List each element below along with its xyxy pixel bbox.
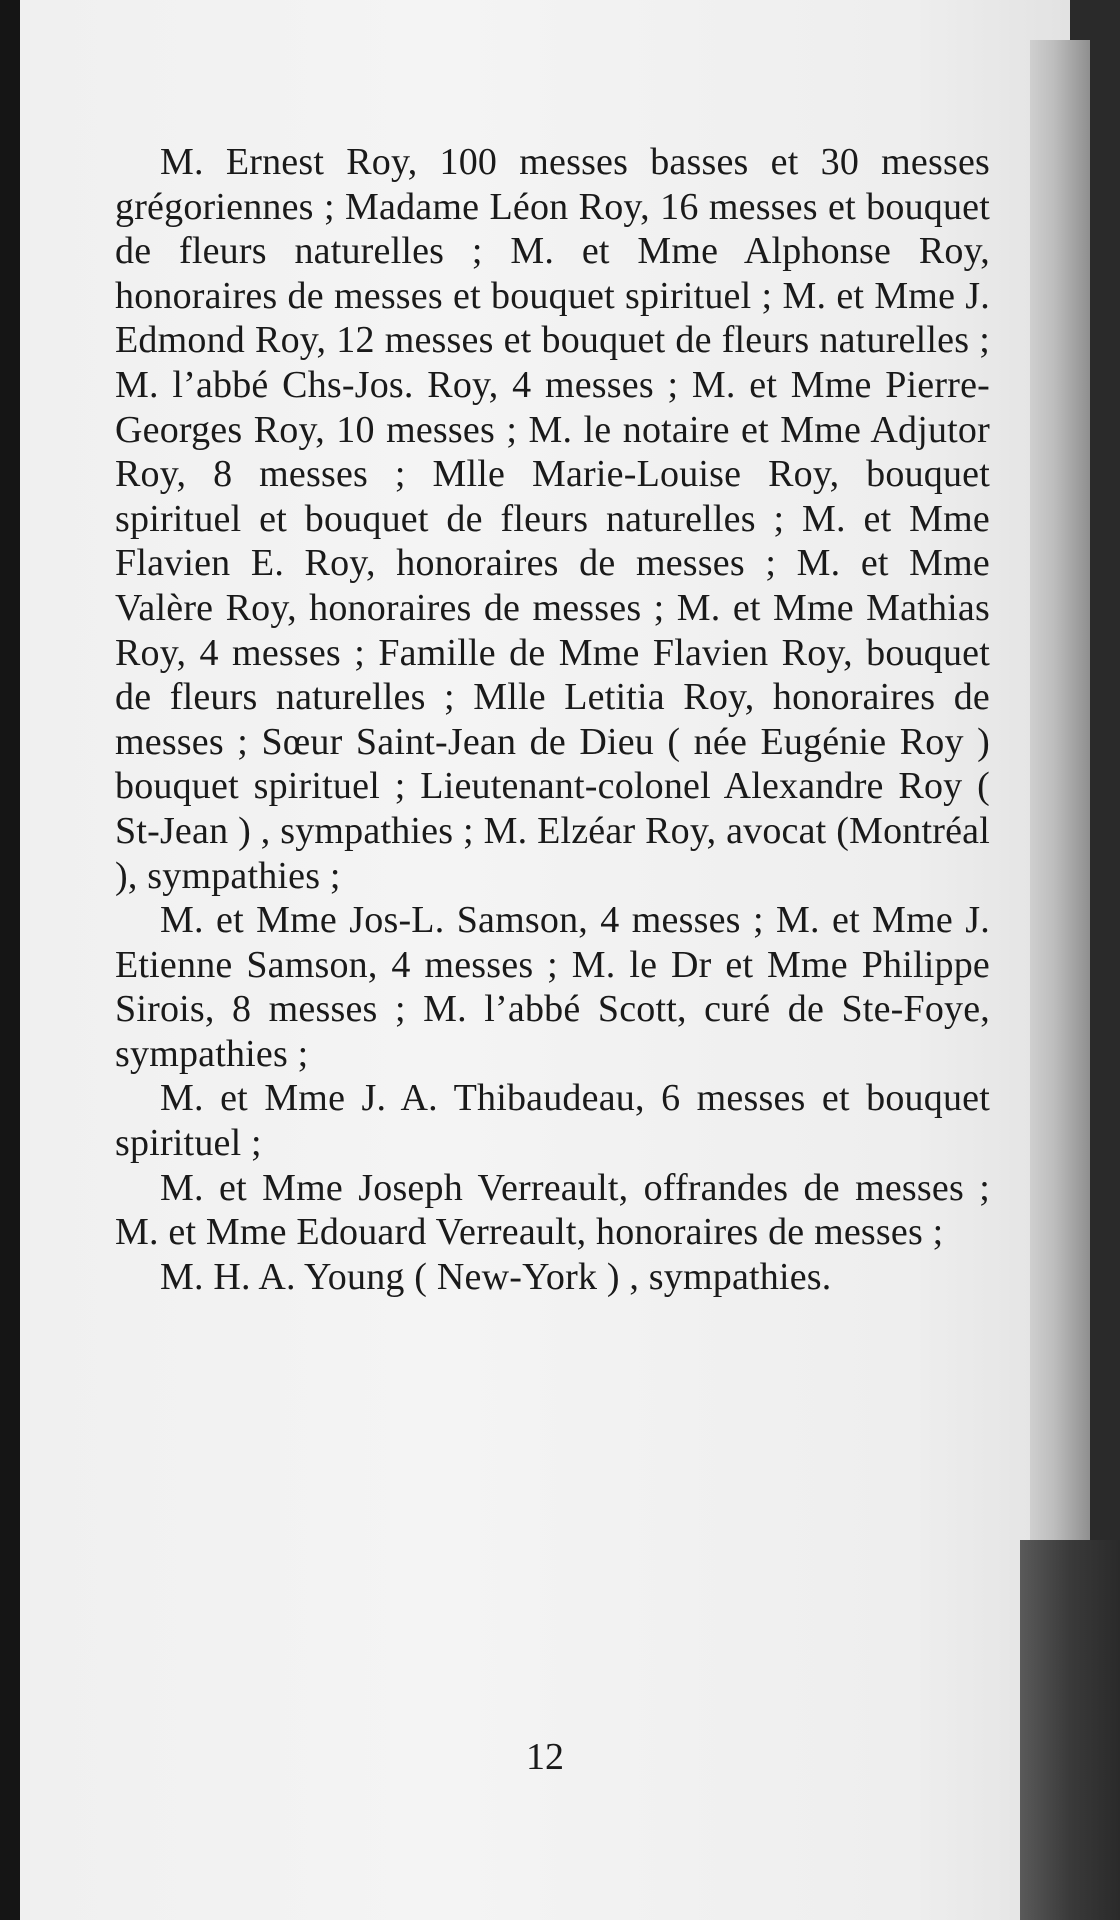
paragraph-thibaudeau: M. et Mme J. A. Thibaudeau, 6 messes et bouquet spirituel ; [115, 1077, 990, 1165]
page-edge-shadow [1020, 1540, 1120, 1920]
paragraph-verreault: M. et Mme Joseph Verreault, offrandes de messes ; M. et Mme Edouard Verreault, honoraires de messes ; [115, 1166, 990, 1254]
text-body [115, 140, 990, 1299]
binding-shadow [0, 0, 22, 1920]
paragraph-samson-sirois-scott: M. et Mme Jos-L. Samson, 4 messes ; M. et Mme J. Etienne Samson, 4 messes ; M. le Dr et Mme Philippe Sirois, 8 messes ; M. l’abbé Scott, curé de Ste-Foye, sympathies ; [115, 899, 990, 1075]
paragraph-roy-family: M. Ernest Roy, 100 messes basses et 30 messes grégoriennes ; Madame Léon Roy, 16 messes et bouquet de fleurs naturelles ; M. et Mme Alphonse Roy, honoraires de messes et bouquet spirituel ; M. et Mme J. Edmond Roy, 12 messes et bouquet de fleurs naturelles ; M. l’abbé Chs-Jos. Roy, 4 messes ; M. et Mme Pierre-Georges Roy, 10 messes ; M. le notaire et Mme Adjutor Roy, 8 messes ; Mlle Marie-Louise Roy, bouquet spirituel et bouquet de fleurs naturelles ; M. et Mme Flavien E. Roy, honoraires de messes ; M. et Mme Valère Roy, honoraires de messes ; M. et Mme Mathias Roy, 4 messes ; Famille de Mme Flavien Roy, bouquet de fleurs naturelles ; Mlle Letitia Roy, honoraires de messes ; Sœur Saint-Jean de Dieu ( née Eugénie Roy ) bouquet spirituel ; Lieutenant-colonel Alexandre Roy ( St-Jean ) , sympathies ; M. Elzéar Roy, avocat (Montréal ), sympathies ; [115, 141, 990, 897]
page-number: 12 [526, 1736, 564, 1778]
paragraph-young: M. H. A. Young ( New-York ) , sympathies. [160, 1255, 832, 1298]
book-page [20, 0, 1070, 1920]
